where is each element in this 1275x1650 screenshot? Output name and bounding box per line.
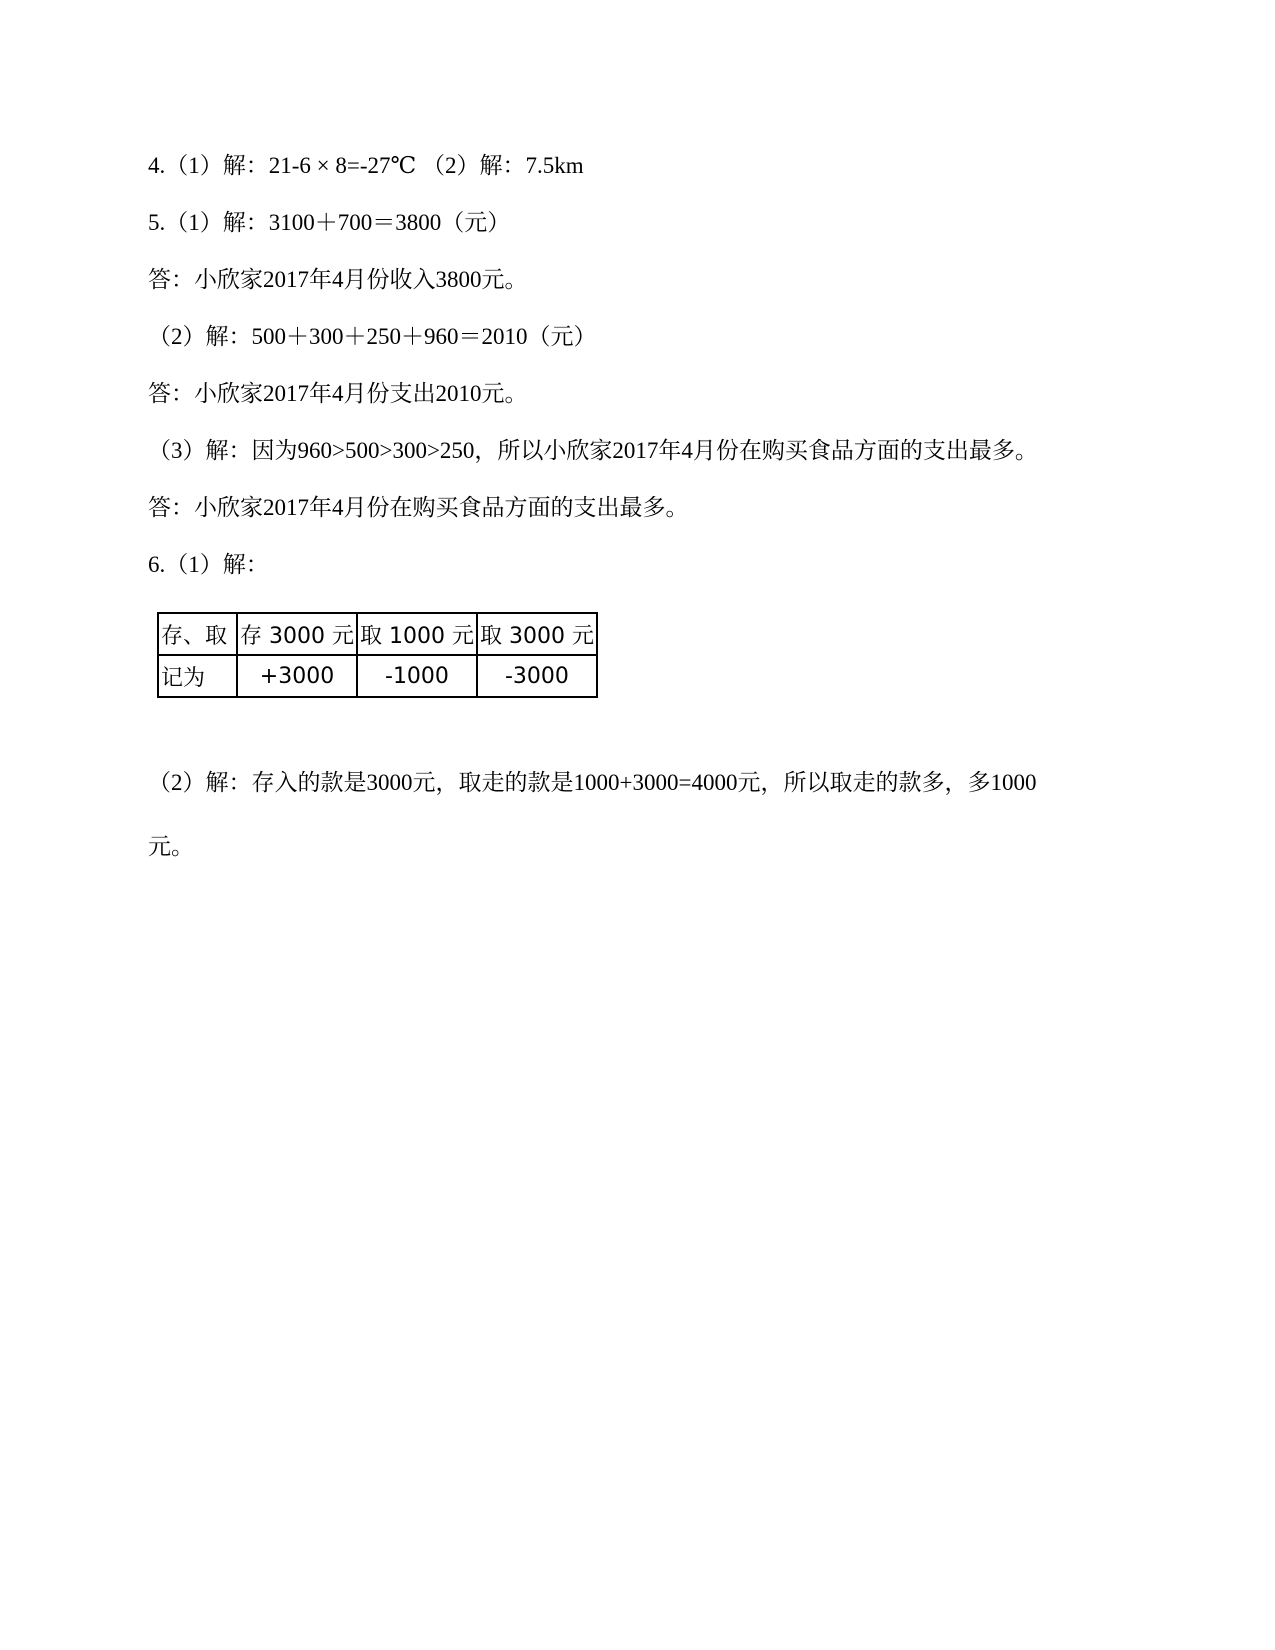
table-cell: +3000: [237, 655, 357, 697]
deposit-withdraw-table-wrap: [157, 612, 598, 698]
answer-q5-1-conclusion: 答：小欣家2017年4月份收入3800元。: [148, 267, 528, 292]
table-cell: 取 1000 元: [357, 613, 477, 655]
answer-q5-1: 5.（1）解：3100＋700＝3800（元）: [148, 210, 511, 235]
table-cell: 记为: [158, 655, 237, 697]
answer-q6-2: （2）解：存入的款是3000元，取走的款是1000+3000=4000元，所以取走的款多，多1000: [148, 770, 1037, 795]
table-cell: 存 3000 元: [237, 613, 357, 655]
answer-q5-3: （3）解：因为960>500>300>250，所以小欣家2017年4月份在购买食品方面的支出最多。: [148, 438, 1038, 463]
table-row: [158, 655, 597, 697]
table-cell: 存、取: [158, 613, 237, 655]
answer-q4: 4.（1）解：21-6 × 8=-27℃ （2）解：7.5km: [148, 153, 584, 178]
table-cell: -3000: [477, 655, 597, 697]
answer-q5-2: （2）解：500＋300＋250＋960＝2010（元）: [148, 324, 597, 349]
answer-q5-2-conclusion: 答：小欣家2017年4月份支出2010元。: [148, 381, 528, 406]
table-cell: -1000: [357, 655, 477, 697]
answer-q6-2-continued: 元。: [148, 834, 194, 859]
table-row: [158, 613, 597, 655]
deposit-withdraw-table: [157, 612, 598, 698]
answer-q5-3-conclusion: 答：小欣家2017年4月份在购买食品方面的支出最多。: [148, 495, 689, 520]
answer-q6-1: 6.（1）解：: [148, 552, 269, 577]
table-cell: 取 3000 元: [477, 613, 597, 655]
